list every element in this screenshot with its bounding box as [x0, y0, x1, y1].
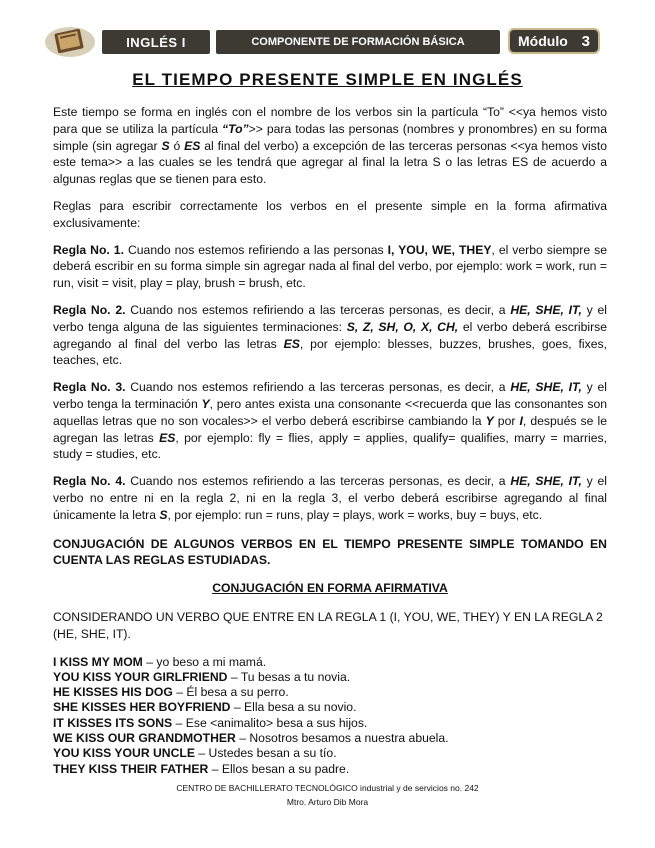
rule-3-text-6: Y: [485, 413, 494, 428]
example-line: [53, 716, 607, 731]
example-line: [53, 670, 607, 685]
example-english: IT KISSES ITS SONS: [53, 715, 173, 730]
footer-institution: CENTRO DE BACHILLERATO TECNOLÓGICO industrial y de servicios no. 242: [176, 783, 479, 793]
rule-4-text-3: y el verbo no entre ni en la regla 2, ni en la regla 3, el verbo deberá escribirse agregando al final únicamente la letra: [53, 474, 607, 522]
rule-4-text-1: Cuando nos estemos refiriendo a las terceras personas, es decir, a: [125, 474, 511, 489]
rule-3-text-9: , después se le agregan las letras: [53, 413, 607, 445]
rule-1-label: Regla No. 1.: [53, 242, 124, 257]
example-spanish: – Tu besas a tu novia.: [227, 669, 351, 684]
page-title-text: EL TIEMPO PRESENTE SIMPLE EN INGLÉS: [132, 70, 523, 89]
rule-3-paragraph: [53, 379, 607, 463]
subject-label: INGLÉS I: [102, 30, 210, 54]
rule-1-text-3: , el verbo siempre se deberá escribir en su forma simple sin agregar nada al final del verbo, por ejemplo: work = work, run = run, visit = visit, play = play, brush = brush, etc.: [53, 242, 607, 291]
intro-text-7: al final del verbo) a excepción de las terceras personas <<ya hemos visto este tema>> a las cuales se les tendrá que agregar al final la letra S o las letras ES de acuerdo a algunas reglas que se tienen para esto.: [53, 138, 607, 187]
intro-text-4: S: [161, 138, 170, 153]
rule-2-label: Regla No. 2.: [53, 302, 126, 317]
example-spanish: – Ese <animalito> besa a sus hijos.: [172, 715, 368, 730]
example-english: YOU KISS YOUR UNCLE: [53, 746, 195, 761]
example-spanish: – Él besa a su perro.: [172, 685, 289, 700]
rule-2-text-6: ES: [283, 336, 300, 351]
rule-2-text-4: S, Z, SH, O, X, CH,: [346, 319, 459, 334]
example-spanish: – Nosotros besamos a nuestra abuela.: [235, 731, 449, 745]
rule-2-text-5: el verbo deberá escribirse agregando al final del verbo las letras: [53, 319, 607, 351]
example-line: [53, 762, 607, 777]
rule-4-label: Regla No. 4.: [53, 474, 126, 489]
conjugation-heading: CONJUGACIÓN DE ALGUNOS VERBOS EN EL TIEMPO PRESENTE SIMPLE TOMANDO EN CUENTA LAS REGLAS ESTUDIADAS.: [53, 536, 607, 568]
rule-3-text-3: y el verbo tenga la terminación: [53, 380, 607, 411]
example-english: YOU KISS YOUR GIRLFRIEND: [53, 669, 228, 684]
intro-text-3: >> para todas las personas (nombres y pronombres) en su forma simple (sin agregar: [53, 121, 607, 153]
rule-3-text-4: Y: [201, 396, 210, 411]
rule-2-text-1: Cuando nos estemos refiriendo a las terceras personas, es decir, a: [125, 302, 511, 317]
rules-intro-paragraph: Reglas para escribir correctamente los verbos en el presente simple en la forma afirmativa exclusivamente:: [53, 198, 607, 230]
rule-3-text-5: , pero antes exista una consonante <<recuerda que las consonantes son aquellas letras que no son vocales>> el verbo deberá escribirse cambiando la: [53, 396, 607, 428]
rule-4-text-2: HE, SHE, IT,: [510, 474, 582, 489]
rule-1-paragraph: [53, 242, 607, 292]
rule-4-text-5: , por ejemplo: run = runs, play = plays, work = works, buy = buys, etc.: [167, 507, 543, 522]
considering-paragraph: CONSIDERANDO UN VERBO QUE ENTRE EN LA REGLA 1 (I, YOU, WE, THEY) Y EN LA REGLA 2 (HE, SHE, IT).: [53, 609, 603, 641]
affirmative-heading: CONJUGACIÓN EN FORMA AFIRMATIVA: [212, 581, 448, 596]
example-spanish: – Ellos besan a su padre.: [208, 761, 350, 776]
intro-paragraph: [53, 104, 607, 188]
intro-text-2: “To”: [221, 121, 249, 136]
module-number: 3: [581, 32, 590, 50]
page-header: [0, 22, 655, 62]
intro-text-6: ES: [184, 138, 201, 153]
example-line: [53, 685, 607, 700]
rule-1-text-2: I, YOU, WE, THEY: [387, 242, 492, 257]
example-english: HE KISSES HIS DOG: [53, 685, 173, 700]
example-line: [53, 655, 607, 670]
rule-2-text-3: y el verbo tenga alguna de las siguientes terminaciones:: [53, 302, 607, 334]
example-line: [53, 700, 607, 715]
rule-2-text-2: HE, SHE, IT,: [510, 302, 582, 317]
rule-3-text-11: , por ejemplo: fly = flies, apply = applies, qualify= qualifies, marry = marries, study = studies, etc.: [53, 430, 607, 462]
page-title: [0, 70, 655, 90]
module-label: Módulo: [518, 33, 568, 49]
footer-author: Mtro. Arturo Dib Mora: [286, 797, 369, 807]
example-english: THEY KISS THEIR FATHER: [53, 761, 209, 776]
example-english: I KISS MY MOM: [53, 654, 143, 669]
rule-3-label: Regla No. 3.: [53, 380, 126, 395]
rule-4-paragraph: [53, 473, 607, 523]
example-english: WE KISS OUR GRANDMOTHER: [53, 731, 236, 745]
example-line: [53, 746, 607, 761]
intro-text-5: ó: [169, 138, 185, 153]
rule-3-text-1: Cuando nos estemos refiriendo a las terceras personas, es decir, a: [125, 380, 511, 395]
book-logo-icon: [44, 24, 96, 58]
example-spanish: – Ella besa a su novio.: [230, 700, 357, 715]
example-line: [53, 731, 607, 746]
rule-4-text-4: S: [159, 507, 168, 522]
rule-3-text-10: ES: [159, 430, 176, 445]
component-label: COMPONENTE DE FORMACIÓN BÁSICA: [216, 30, 500, 54]
module-badge: [508, 28, 600, 54]
examples-list: [53, 655, 607, 777]
rule-1-text-1: Cuando nos estemos refiriendo a las personas: [123, 242, 388, 257]
example-english: SHE KISSES HER BOYFRIEND: [53, 700, 231, 715]
rule-2-paragraph: [53, 302, 607, 369]
example-spanish: – Ustedes besan a su tío.: [194, 746, 337, 761]
document-body: [53, 104, 607, 777]
rule-3-text-7: por: [493, 413, 520, 428]
rule-2-text-7: , por ejemplo: blesses, buzzes, brushes, goes, fixes, teaches, etc.: [53, 336, 607, 368]
example-spanish: – yo beso a mi mamá.: [142, 654, 267, 669]
intro-text-1: Este tiempo se forma en inglés con el nombre de los verbos sin la partícula “To” <<ya hemos visto para que se utiliza la partícula: [53, 105, 607, 136]
rule-3-text-8: I: [519, 413, 523, 428]
rule-3-text-2: HE, SHE, IT,: [510, 380, 582, 395]
